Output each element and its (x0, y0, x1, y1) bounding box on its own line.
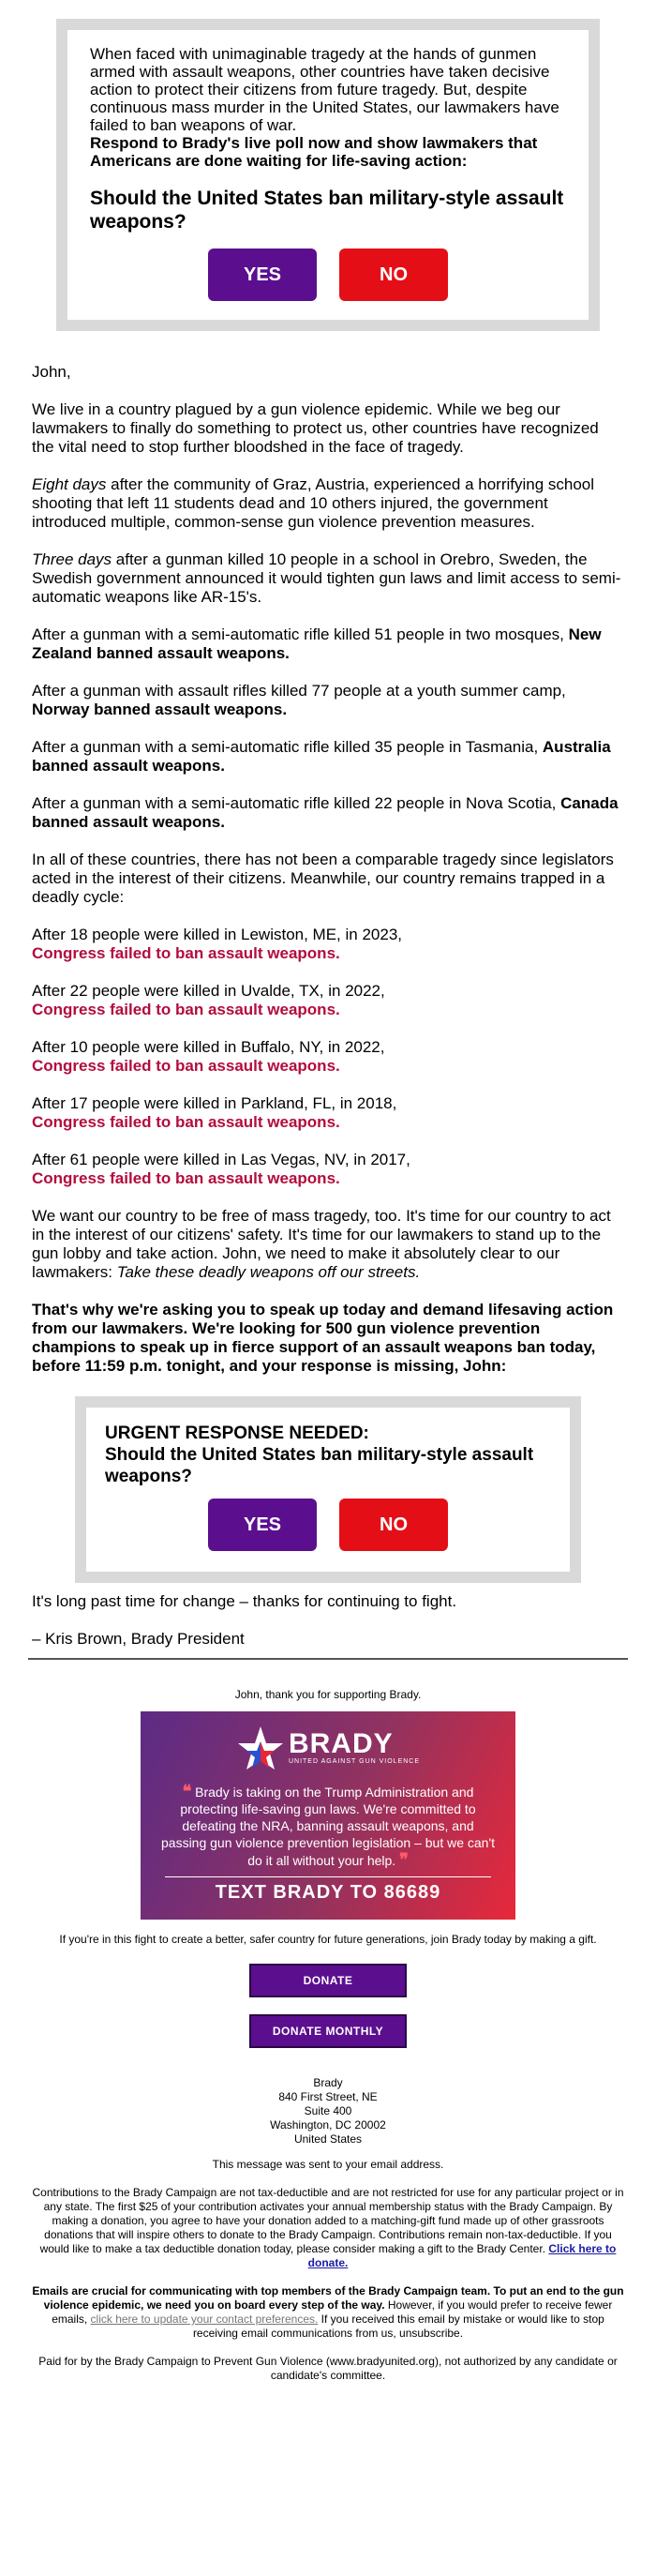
legal-text: Contributions to the Brady Campaign are not tax-deductible and are not restricted for use for any particular project or in any state. The first $25 of your contribution activates your annual membership status with the Brady Campaign. By making a donation, you agree to have your donation added to a matching-gift fund made up of other grassroots donations that will inspire others to donate to the Brady Campaign. Contributions remain non-tax-deductible. If you would like to make a tax deductible donation today, please consider making a gift to the Brady Center. Click here to donate. (32, 2186, 624, 2269)
brady-logo-text: BRADY (288, 1728, 394, 1759)
brady-tagline: UNITED AGAINST GUN VIOLENCE (288, 1758, 421, 1765)
emphasis-three-days: Three days (32, 550, 112, 568)
poll-cta: Respond to Brady's live poll now and show lawmakers that Americans are done waiting for life-saving action: (90, 134, 538, 170)
banner-rule (165, 1876, 491, 1877)
emphasis-streets: Take these deadly weapons off our streets. (116, 1263, 421, 1281)
yes-button[interactable]: YES (208, 249, 317, 301)
closing-line: It's long past time for change – thanks for continuing to fight. (32, 1592, 457, 1610)
letter-closing (32, 1592, 624, 1649)
email-preferences-text: Emails are crucial for communicating with top members of the Brady Campaign team. To put an end to the gun violence epidemic, we need you on board every step of the way. However, if you would prefer to receive fewer emails, click here to update your contact preferences. If you received this email by mistake or would like to stop receiving email communications from us, unsubscribe. (32, 2284, 624, 2340)
paragraph-ask: That's why we're asking you to speak up today and demand lifesaving action from our lawmakers. We're looking for 500 gun violence prevention champions to speak up in fierce support of an assault weapons ban today, before 11:59 p.m. tonight, and your response is missing, John: (32, 1301, 614, 1375)
emphasis-eight-days: Eight days (32, 475, 107, 493)
address-line: Suite 400 (304, 2104, 352, 2117)
country-item: After a gunman with assault rifles killed 77 people at a youth summer camp, Norway banned assault weapons. (32, 682, 566, 718)
paragraph-sweden (32, 550, 624, 607)
letter-body (32, 363, 624, 1376)
text-brady-cta: TEXT BRADY TO 86689 (215, 1882, 441, 1903)
urgent-heading: URGENT RESPONSE NEEDED: (105, 1424, 369, 1443)
us-event: After 61 people were killed in Las Vegas, NV, in 2017, Congress failed to ban assault weapons. (32, 1151, 410, 1187)
paragraph-want: We want our country to be free of mass tragedy, too. It's time for our country to act in the interest of our citizens' safety. It's time for our lawmakers to stand up to the gun lobby and take action. John, we need to make it absolutely clear to our lawmakers: Take these deadly weapons off our streets. (32, 1207, 611, 1281)
greeting: John, (32, 363, 71, 381)
paragraph-cycle: In all of these countries, there has not been a comparable tragedy since legislators acted in the interest of their citizens. Meanwhile, our country remains trapped in a deadly cycle: (32, 851, 614, 906)
sweden-text: after a gunman killed 10 people in a school in Orebro, Sweden, the Swedish government announced it would tighten gun laws and limit access to semi-automatic weapons like AR-15's. (32, 550, 621, 606)
donate-button[interactable]: DONATE (249, 1964, 407, 1997)
donate-center-link[interactable]: Click here to donate. (307, 2242, 617, 2269)
yes-button[interactable]: YES (208, 1499, 317, 1551)
brady-logo (141, 1725, 515, 1771)
poll-question: Should the United States ban military-style assault weapons? (90, 188, 564, 233)
no-button[interactable]: NO (339, 249, 448, 301)
address-line: Brady (313, 2076, 343, 2089)
country-item: After a gunman with a semi-automatic rifle killed 22 people in Nova Scotia, Canada banned assault weapons. (32, 794, 619, 831)
country-item: After a gunman with a semi-automatic rifle killed 51 people in two mosques, New Zealand banned assault weapons. (32, 625, 602, 662)
address-line: Washington, DC 20002 (270, 2118, 386, 2132)
poll-intro: When faced with unimaginable tragedy at the hands of gunmen armed with assault weapons, other countries have taken decisive action to protect their citizens from future tragedy. But, despite continuous mass murder in the United States, our lawmakers have failed to ban weapons of war. (90, 45, 559, 134)
paragraph-austria (32, 475, 624, 532)
text-brady-banner[interactable] (141, 1711, 515, 1920)
us-event: After 18 people were killed in Lewiston, ME, in 2023, Congress failed to ban assault weapons. (32, 926, 403, 962)
address-line: 840 First Street, NE (278, 2090, 378, 2103)
poll-question: Should the United States ban military-style assault weapons? (105, 1445, 534, 1486)
paragraph-epidemic: We live in a country plagued by a gun violence epidemic. While we beg our lawmakers to finally do something to protect us, other countries have recognized the vital need to stop further bloodshed in the face of tragedy. (32, 400, 599, 456)
footer (0, 1688, 656, 2383)
poll-box-top (56, 19, 600, 331)
us-event: After 22 people were killed in Uvalde, TX, in 2022, Congress failed to ban assault weapons. (32, 982, 385, 1018)
thanks-line: John, thank you for supporting Brady. (234, 1688, 422, 1701)
poll-box-bottom (75, 1396, 581, 1583)
paid-for-text: Paid for by the Brady Campaign to Prevent Gun Violence (www.bradyunited.org), not authorized by any candidate or candidate's committee. (38, 2355, 618, 2382)
country-item: After a gunman with a semi-automatic rifle killed 35 people in Tasmania, Australia banned assault weapons. (32, 738, 611, 775)
us-event: After 10 people were killed in Buffalo, NY, in 2022, Congress failed to ban assault weapons. (32, 1038, 385, 1075)
donate-monthly-button[interactable]: DONATE MONTHLY (249, 2014, 407, 2048)
no-button[interactable]: NO (339, 1499, 448, 1551)
us-event: After 17 people were killed in Parkland, FL, in 2018, Congress failed to ban assault weapons. (32, 1094, 397, 1131)
banner-quote: ❝ Brady is taking on the Trump Administration and protecting life-saving gun laws. We're committed to defeating the NRA, banning assault weapons, and passing gun violence prevention legislation – but we can't do it all without your help. ❞ (161, 1782, 496, 1869)
signature: – Kris Brown, Brady President (32, 1630, 245, 1648)
join-line: If you're in this fight to create a better, safer country for future generations, join Brady today by making a gift. (59, 1933, 597, 1946)
contact-preferences-link[interactable]: click here to update your contact preferences. (90, 2312, 319, 2326)
poll-buttons (90, 249, 566, 301)
close-quote-icon: ❞ (399, 1850, 409, 1869)
email-body (0, 19, 656, 2383)
sent-to-line: This message was sent to your email address. (212, 2158, 444, 2171)
poll-buttons (105, 1499, 551, 1551)
address-line: United States (293, 2132, 363, 2146)
star-icon (236, 1725, 285, 1771)
open-quote-icon: ❝ (182, 1782, 192, 1800)
austria-text: after the community of Graz, Austria, experienced a horrifying school shooting that left 11 students dead and 10 others injured, the government introduced multiple, common-sense gun violence prevention measures. (32, 475, 595, 531)
